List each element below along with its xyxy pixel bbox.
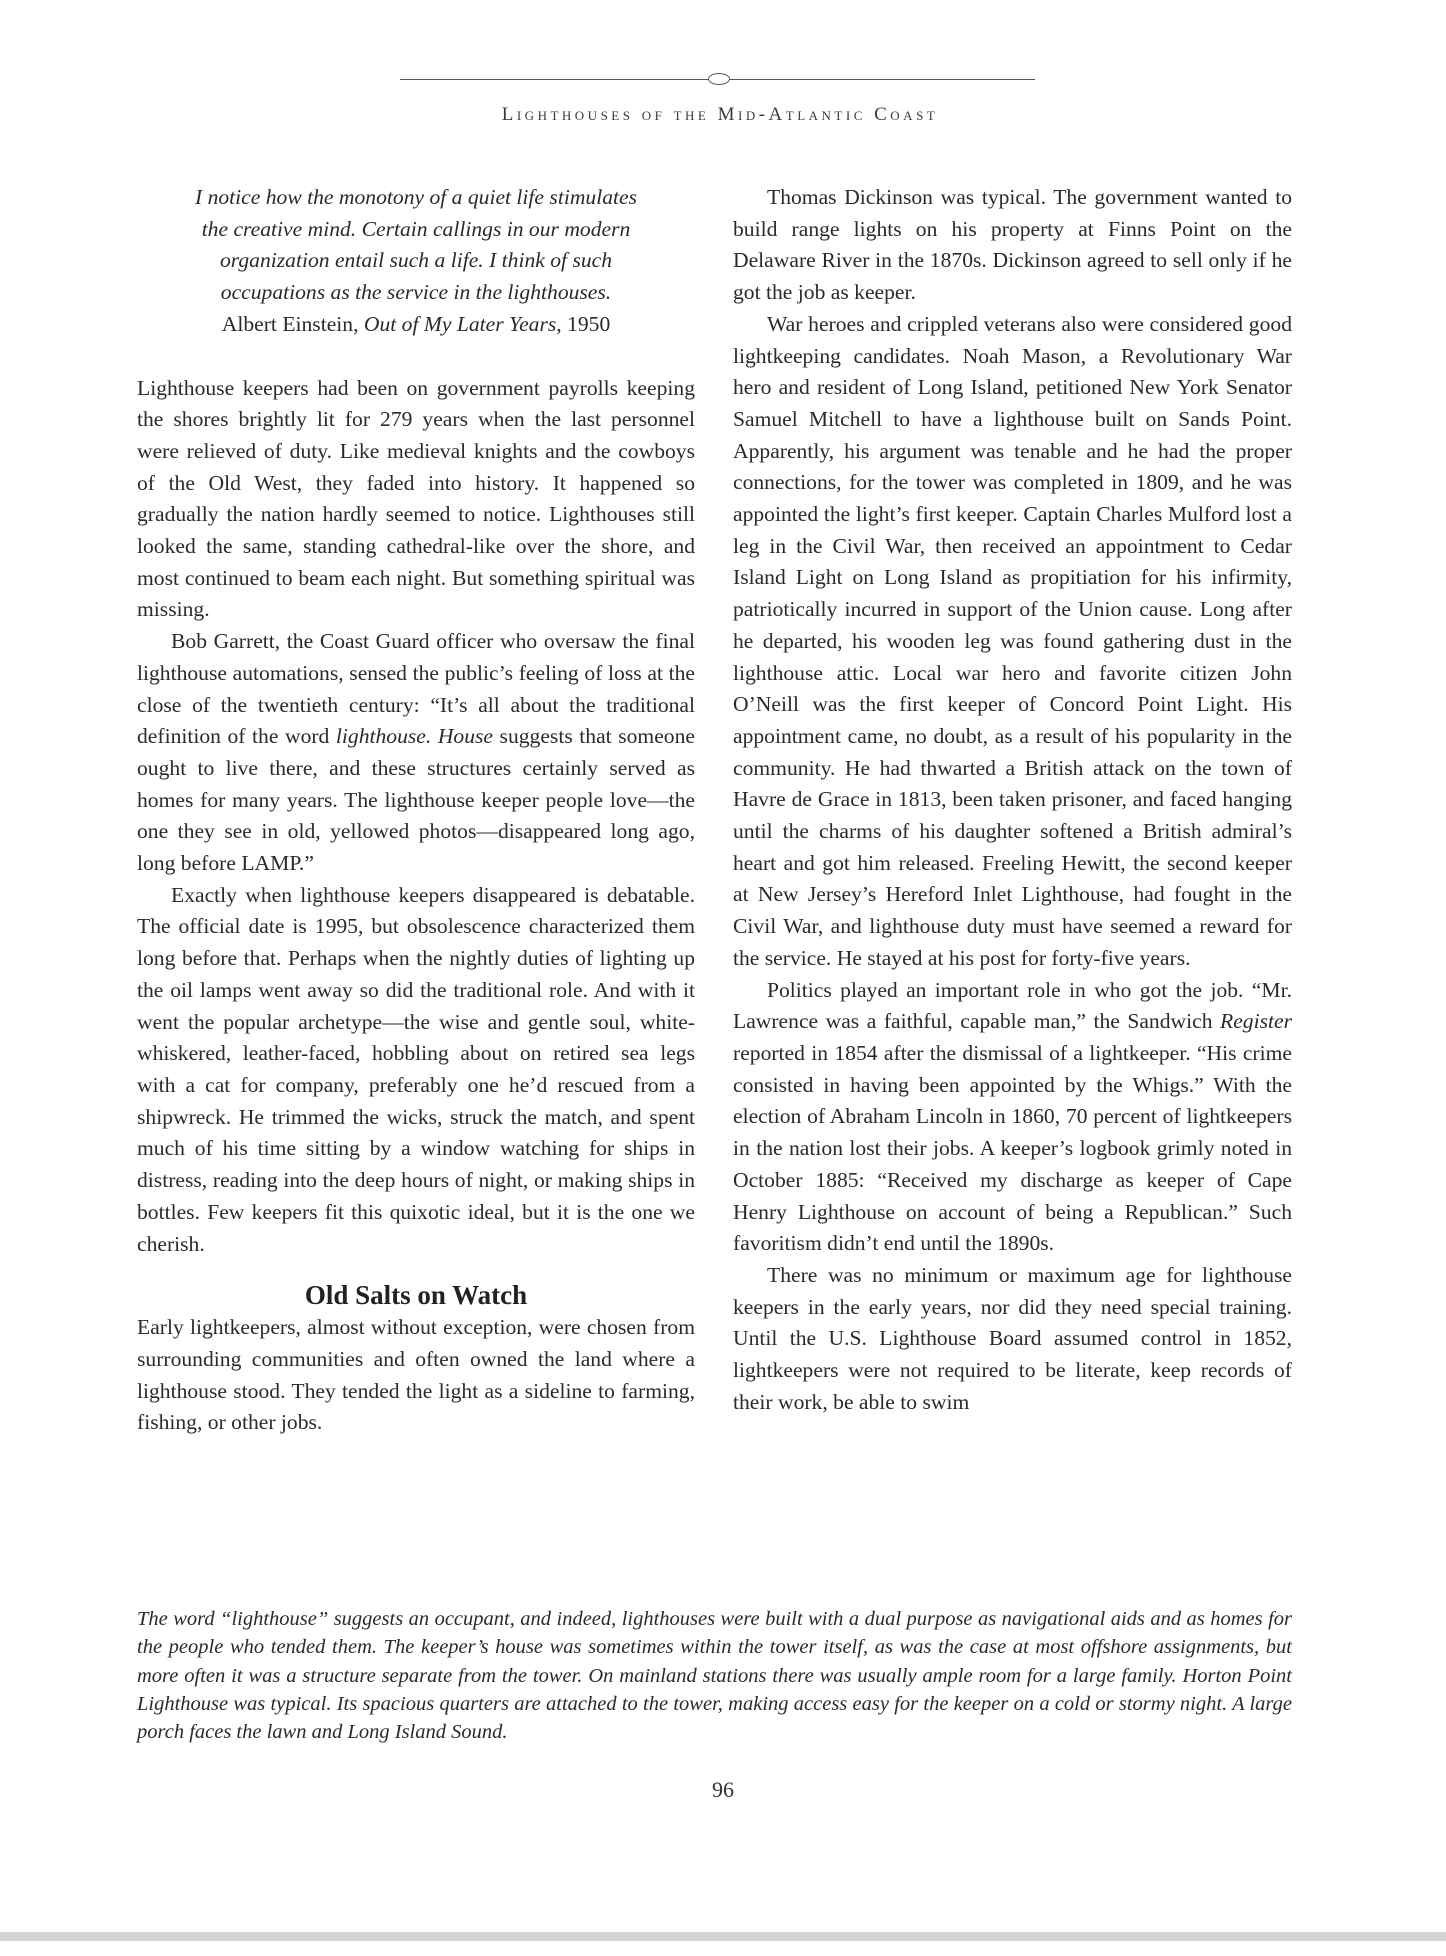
body-paragraph: Lighthouse keepers had been on government payrolls keeping the shores brightly lit for 279 years when the last personnel were relieved of duty. Like medieval knights and the cowboys of the Old West, they faded into history. It happened so gradually the nation hardly seemed to notice. Lighthouses still looked the same, standing cathedral-like over the shore, and most continued to beam each night. But something spiritual was missing. — [137, 375, 695, 622]
body-paragraph — [137, 626, 695, 880]
epigraph-line: I notice how the monotony of a quiet life stimulates — [194, 185, 637, 209]
photo-caption: The word “lighthouse” suggests an occupant, and indeed, lighthouses were built with a dual purpose as navigational aids and as homes for the people who tended them. The keeper’s house was sometimes within the tower itself, as was the case at most offshore assignments, but more often it was a structure separate from the tower. On mainland stations there was usually ample room for a large family. Horton Point Lighthouse was typical. Its spacious quarters are attached to the tower, making access easy for the keeper on a cold or stormy night. A large porch faces the lawn and Long Island Sound. — [137, 1608, 1292, 1744]
body-paragraph: Exactly when lighthouse keepers disappeared is debatable. The official date is 1995, but obsolescence characterized them long before that. Perhaps when the nightly duties of lighting up the oil lamps went away so did the traditional role. And with it went the popular archetype—the wise and gentle soul, white-whiskered, leather-faced, hobbling about on retired sea legs with a cat for company, preferably one he’d rescued from a shipwreck. He trimmed the wicks, struck the match, and spent much of his time sitting by a window watching for ships in distress, reading into the deep hours of night, or making ships in bottles. Few keepers fit this quixotic ideal, but it is the one we cherish. — [137, 882, 695, 1256]
header-rule-ornament — [708, 73, 730, 85]
page-number: 96 — [712, 1777, 734, 1802]
body-paragraph: War heroes and crippled veterans also were considered good lightkeeping candidates. Noah Mason, a Revolutionary War hero and resident of Long Island, petitioned New York Senator Samuel Mitchell to have a lighthouse built on Sands Point. Apparently, his argument was tenable and he had the proper connections, for the tower was completed in 1809, and he was appointed the light’s first keeper. Captain Charles Mulford lost a leg in the Civil War, then received an appointment to Cedar Island Light on Long Island as propitiation for his infirmity, patriotically incurred in support of the Union cause. Long after he departed, his wooden leg was found gathering dust in the lighthouse attic. Local war hero and favorite citizen John O’Neill was the first keeper of Concord Point Light. His appointment came, no doubt, as a result of his popularity in the community. He had thwarted a British attack on the town of Havre de Grace in 1813, been taken prisoner, and faced hanging until the charms of his daughter softened a British admiral’s heart and got him released. Freeling Hewitt, the second keeper at New Jersey’s Hereford Inlet Lighthouse, had fought in the Civil War, and lighthouse duty must have seemed a reward for the service. He stayed at his post for forty-five years. — [733, 311, 1292, 970]
running-head: Lighthouses of the Mid-Atlantic Coast — [501, 104, 939, 125]
epigraph-line: organization entail such a life. I think of such — [219, 248, 613, 273]
epigraph — [156, 182, 676, 341]
header-ornament-rule — [400, 72, 1035, 86]
epigraph-work-title: Out of My Later Years — [363, 311, 557, 336]
viewer-bottom-bar — [0, 1932, 1446, 1941]
paragraph-text: suggests that someone ought to live there, and these structures certainly served as homes for many years. The lighthouse keeper people love—the one they see in old, yellowed photos—disappeared long ago, long before LAMP.” — [137, 724, 695, 876]
epigraph-line: occupations as the service in the lighthouses. — [220, 280, 612, 305]
left-column — [137, 182, 695, 1439]
epigraph-author: Albert Einstein, — [221, 311, 364, 336]
paragraph-italic: Register — [1220, 1009, 1292, 1034]
paragraph-italic: lighthouse. House — [335, 724, 493, 749]
paragraph-text: Politics played an important role in who got the job. “Mr. Lawrence was a faithful, capable man,” the Sandwich — [733, 977, 1292, 1034]
epigraph-year: , 1950 — [556, 311, 611, 336]
epigraph-attribution — [156, 309, 676, 341]
paragraph-text: Bob Garrett, the Coast Guard officer who oversaw the final lighthouse automations, sensed the public’s feeling of loss at the close of the twentieth century: “It’s all about the traditional definition of the word — [137, 629, 695, 749]
body-paragraph: There was no minimum or maximum age for lighthouse keepers in the early years, nor did they need special training. Until the U.S. Lighthouse Board assumed control in 1852, lightkeepers were not required to be literate, keep records of their work, be able to swim — [733, 1262, 1292, 1414]
body-paragraph: Thomas Dickinson was typical. The government wanted to build range lights on his property at Finns Point on the Delaware River in the 1870s. Dickinson agreed to sell only if he got the job as keeper. — [733, 185, 1292, 305]
section-subheading: Old Salts on Watch — [304, 1280, 528, 1311]
paragraph-text: reported in 1854 after the dismissal of a lightkeeper. “His crime consisted in having been appointed by the Whigs.” With the election of Abraham Lincoln in 1860, 70 percent of lightkeepers in the nation lost their jobs. A keeper’s logbook grimly noted in October 1885: “Received my discharge as keeper of Cape Henry Lighthouse on account of being a Republican.” Such favoritism didn’t end until the 1890s. — [733, 1040, 1292, 1256]
right-column — [733, 182, 1292, 1418]
body-paragraph: Early lightkeepers, almost without exception, were chosen from surrounding communities and often owned the land where a lighthouse stood. They tended the light as a sideline to farming, fishing, or other jobs. — [137, 1315, 695, 1435]
epigraph-line: the creative mind. Certain callings in our modern — [201, 216, 631, 241]
body-paragraph — [733, 975, 1292, 1260]
